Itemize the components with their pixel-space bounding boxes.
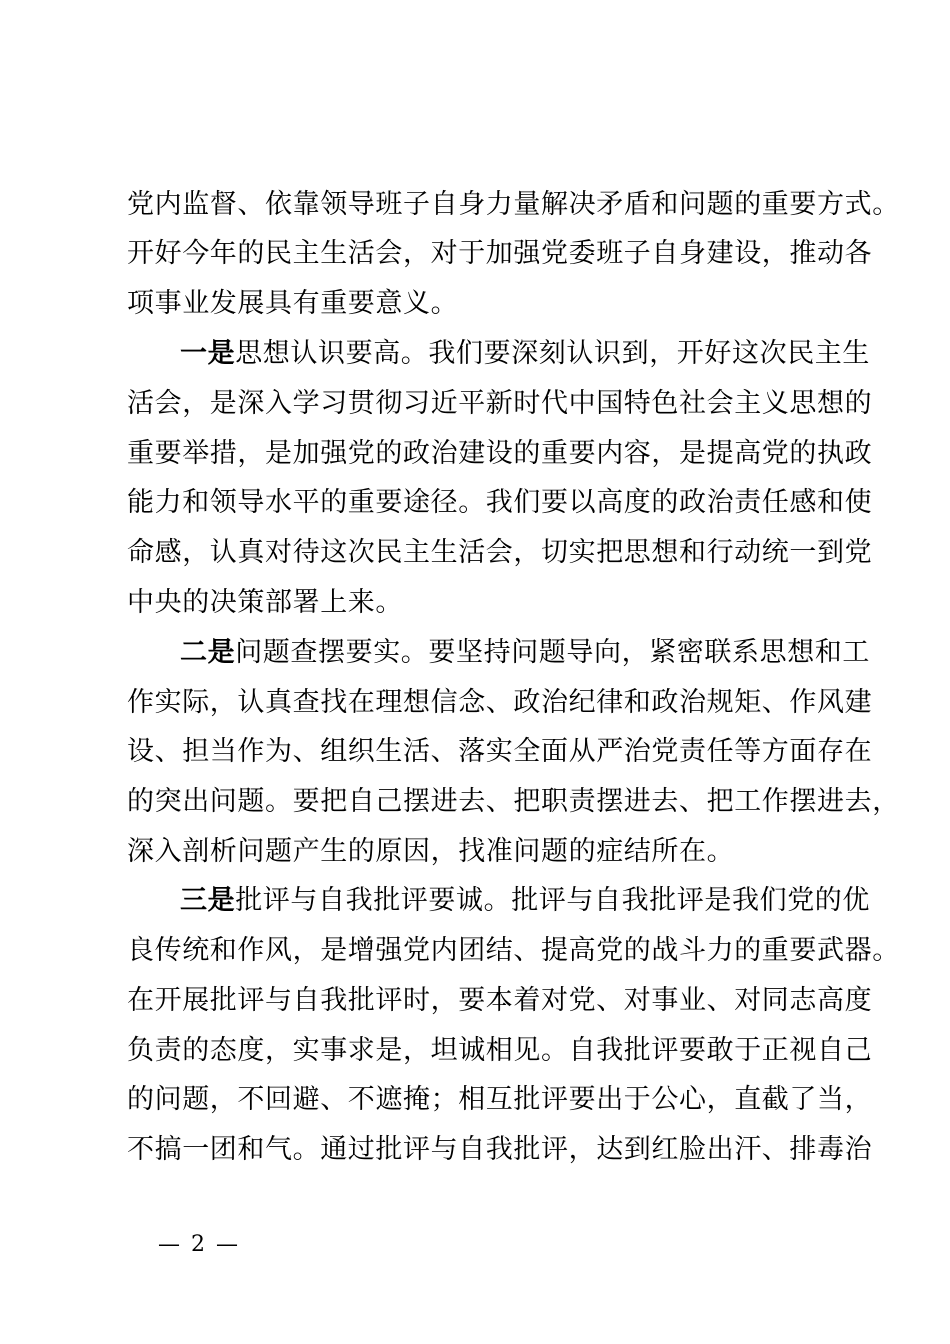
paragraph-line: 能力和领导水平的重要途径。我们要以高度的政治责任感和使 [127, 487, 873, 518]
paragraph-text: 批评与自我批评要诚。批评与自我批评是我们党的优 [235, 885, 871, 916]
paragraph-line: 良传统和作风，是增强党内团结、提高党的战斗力的重要武器。 [127, 935, 900, 966]
paragraph-line: 不搞一团和气。通过批评与自我批评，达到红脸出汗、排毒治 [127, 1134, 873, 1165]
paragraph-first-line [180, 638, 870, 668]
paragraph-lead: 三是 [180, 885, 236, 916]
paragraph-lead: 二是 [180, 637, 236, 668]
paragraph-line: 命感，认真对待这次民主生活会，切实把思想和行动统一到党 [127, 537, 873, 568]
paragraph-text: 思想认识要高。我们要深刻认识到，开好这次民主生 [235, 338, 871, 369]
paragraph-text: 问题查摆要实。要坚持问题导向，紧密联系思想和工 [235, 637, 871, 668]
paragraph-line: 重要举措，是加强党的政治建设的重要内容，是提高党的执政 [127, 438, 873, 469]
paragraph-line: 负责的态度，实事求是，坦诚相见。自我批评要敢于正视自己 [127, 1035, 873, 1066]
paragraph-first-line [180, 339, 870, 369]
paragraph-line: 作实际，认真查找在理想信念、政治纪律和政治规矩、作风建 [127, 687, 873, 718]
paragraph-first-line [180, 886, 870, 916]
paragraph-line: 开好今年的民主生活会，对于加强党委班子自身建设，推动各 [127, 238, 873, 269]
paragraph-line: 在开展批评与自我批评时，要本着对党、对事业、对同志高度 [127, 985, 873, 1016]
paragraph-line: 深入剖析问题产生的原因，找准问题的症结所在。 [127, 836, 735, 867]
paragraph-line: 活会，是深入学习贯彻习近平新时代中国特色社会主义思想的 [127, 388, 873, 419]
paragraph-lead: 一是 [180, 338, 236, 369]
paragraph-line: 的突出问题。要把自己摆进去、把职责摆进去、把工作摆进去， [127, 786, 900, 817]
paragraph-line: 设、担当作为、组织生活、落实全面从严治党责任等方面存在 [127, 736, 873, 767]
paragraph-line: 的问题，不回避、不遮掩；相互批评要出于公心，直截了当， [127, 1084, 873, 1115]
page-number: — 2 — [158, 1232, 240, 1257]
paragraph-line: 项事业发展具有重要意义。 [127, 288, 459, 319]
paragraph-line: 党内监督、依靠领导班子自身力量解决矛盾和问题的重要方式。 [127, 189, 900, 220]
paragraph-line: 中央的决策部署上来。 [127, 587, 403, 618]
